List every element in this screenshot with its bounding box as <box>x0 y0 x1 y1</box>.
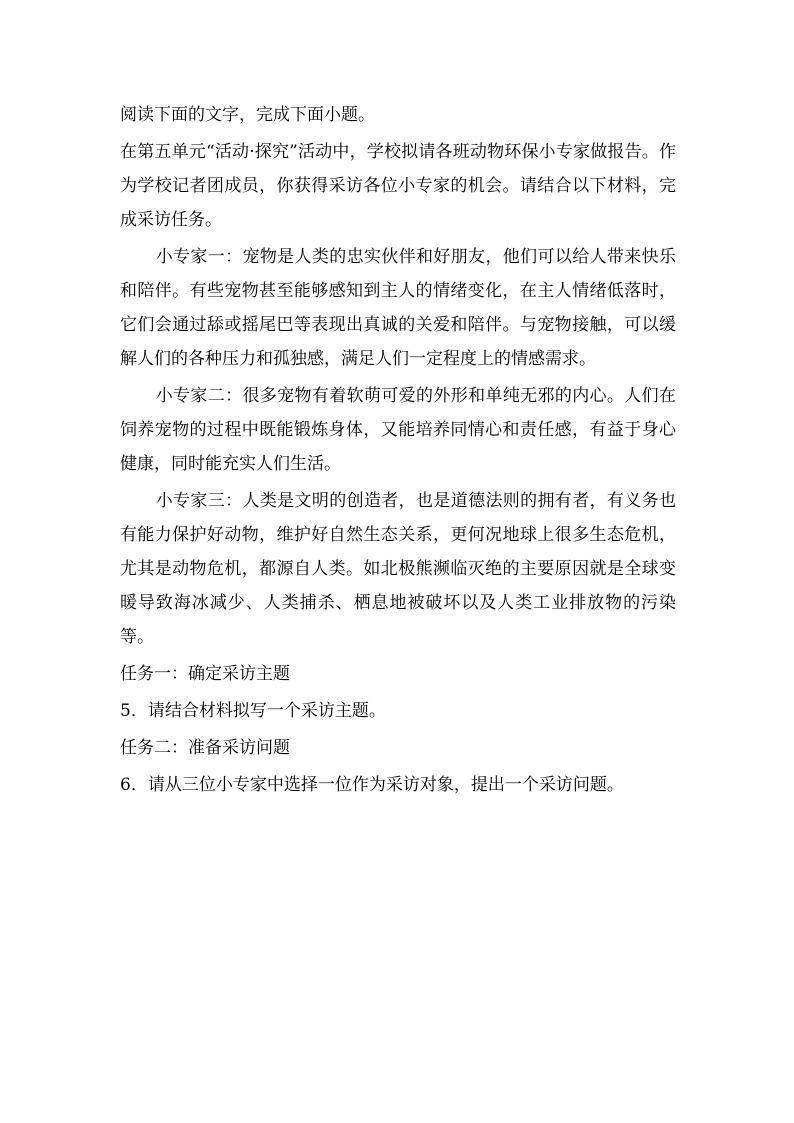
reading-instruction: 阅读下面的文字，完成下面小题。 <box>120 105 375 125</box>
expert-one-paragraph: 小专家一：宠物是人类的忠实伙伴和好朋友，他们可以给人带来快乐和陪伴。有些宠物甚至能够感知到主人的情绪变化，在主人情绪低落时，它们会通过舔或摇尾巴等表现出真诚的关爱和陪伴。与宠物接触，可以缓解人们的各种压力和孤独感，满足人们一定程度上的情感需求。 <box>120 247 676 369</box>
task-two-heading: 任务二：准备采访问题 <box>120 738 290 758</box>
question-five: 5．请结合材料拟写一个采访主题。 <box>120 701 386 721</box>
expert-three-paragraph: 小专家三：人类是文明的创造者，也是道德法则的拥有者，有义务也有能力保护好动物，维护好自然生态关系，更何况地球上很多生态危机，尤其是动物危机，都源自人类。如北极熊濒临灭绝的主要原因就是全球变暖导致海冰减少、人类捕杀、栖息地被破坏以及人类工业排放物的污染等。 <box>120 491 676 647</box>
question-six: 6．请从三位小专家中选择一位作为采访对象，提出一个采访问题。 <box>120 775 624 795</box>
intro-paragraph: 在第五单元“活动·探究”活动中，学校拟请各班动物环保小专家做报告。作为学校记者团成员，你获得采访各位小专家的机会。请结合以下材料，完成采访任务。 <box>120 142 676 230</box>
task-one-heading: 任务一：确定采访主题 <box>120 664 290 684</box>
document-page <box>120 98 676 802</box>
expert-two-paragraph: 小专家二：很多宠物有着软萌可爱的外形和单纯无邪的内心。人们在饲养宠物的过程中既能锻炼身体，又能培养同情心和责任感，有益于身心健康，同时能充实人们生活。 <box>120 386 676 474</box>
